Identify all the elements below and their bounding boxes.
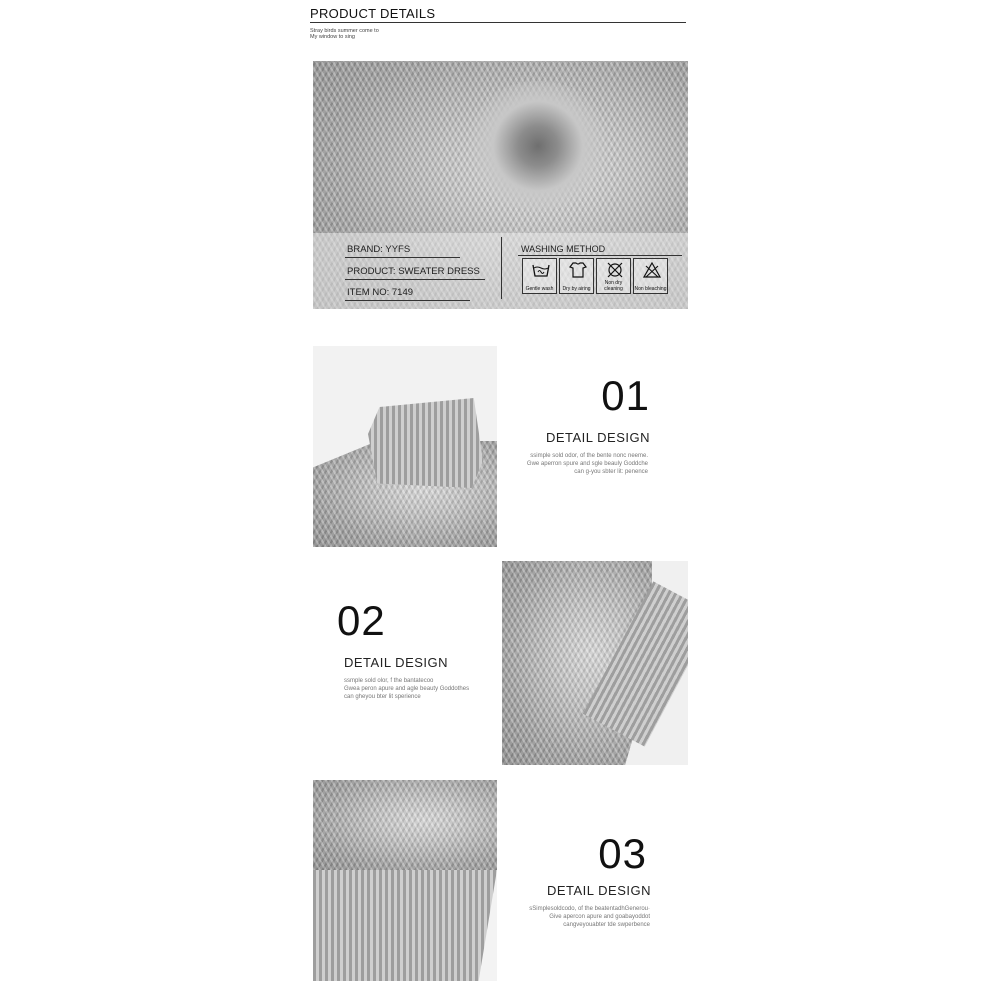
detail-photo-turtleneck	[313, 346, 497, 547]
washing-method-title: WASHING METHOD	[521, 244, 606, 254]
detail-desc-02-line-2: Gwea peron apure and agle beauty Goddothes	[344, 686, 470, 692]
brand-rule	[345, 257, 460, 258]
header-subtitle-line-1: Stray birds summer come to	[310, 28, 379, 34]
brand-value: YYFS	[385, 244, 411, 255]
detail-desc-03	[480, 905, 650, 929]
item-value: 7149	[391, 287, 414, 298]
header-divider	[310, 22, 686, 23]
gentle-wash-icon	[522, 258, 557, 294]
gentle-wash-label: Gentle wash	[525, 285, 554, 292]
product-label: PRODUCT:	[347, 266, 396, 277]
item-row	[347, 287, 413, 298]
brand-row	[347, 244, 410, 255]
non-bleaching-label: Non bleaching	[634, 285, 667, 292]
detail-desc-02-line-3: can gheyou bter lit sperience	[344, 694, 421, 700]
hem-rib-trim	[313, 870, 497, 981]
detail-number-02: 02	[337, 597, 386, 644]
non-dry-cleaning-icon	[596, 258, 631, 294]
info-separator	[501, 237, 502, 299]
non-dry-cleaning-label: Non dry cleaning	[604, 280, 623, 292]
brand-label: BRAND:	[347, 244, 383, 255]
item-rule	[345, 300, 470, 301]
detail-desc-01-line-3: can g-you sbter lit: penence	[574, 469, 648, 475]
non-bleaching-icon	[633, 258, 668, 294]
dry-by-airing-icon	[559, 258, 594, 294]
detail-photo-hem	[313, 780, 497, 981]
detail-number-01: 01	[601, 372, 650, 419]
detail-desc-02-line-1: ssmple sold olor, f the bantatecoo	[344, 678, 434, 684]
detail-photo-shoulder	[502, 561, 688, 765]
detail-number-03: 03	[598, 830, 647, 877]
header-subtitle	[310, 28, 379, 40]
detail-desc-01-line-2: Gwe aperron spure and sgle beauly Goddche	[526, 461, 648, 467]
item-label: ITEM NO:	[347, 287, 390, 298]
detail-desc-01-line-1: ssimple sold odor, of the bente nonc neeme.	[530, 453, 648, 459]
hero-knit-photo	[313, 61, 688, 309]
detail-desc-03-line-3: cangveyouabter tde swperbence	[563, 922, 650, 928]
washing-rule	[518, 255, 682, 256]
knit-swirl	[463, 81, 613, 211]
turtleneck-collar	[368, 398, 483, 488]
detail-title-02: DETAIL DESIGN	[344, 655, 449, 670]
page-title: PRODUCT DETAILS	[310, 6, 436, 21]
detail-desc-03-line-1: sSimplesoldcodo, of the beatentadhGenerou·	[529, 906, 650, 912]
sweater-body	[313, 780, 497, 870]
detail-desc-01	[480, 452, 648, 476]
header-subtitle-line-2: My window to sing	[310, 34, 355, 40]
product-value: SWEATER DRESS	[398, 266, 480, 277]
detail-desc-03-line-2: Give apercon apure and goabayoddot	[549, 914, 650, 920]
detail-desc-02	[344, 677, 494, 701]
detail-title-01: DETAIL DESIGN	[545, 430, 650, 445]
dry-by-airing-label: Dry by airing	[562, 285, 591, 292]
product-rule	[345, 279, 485, 280]
detail-title-03: DETAIL DESIGN	[546, 883, 651, 898]
product-row	[347, 266, 480, 277]
